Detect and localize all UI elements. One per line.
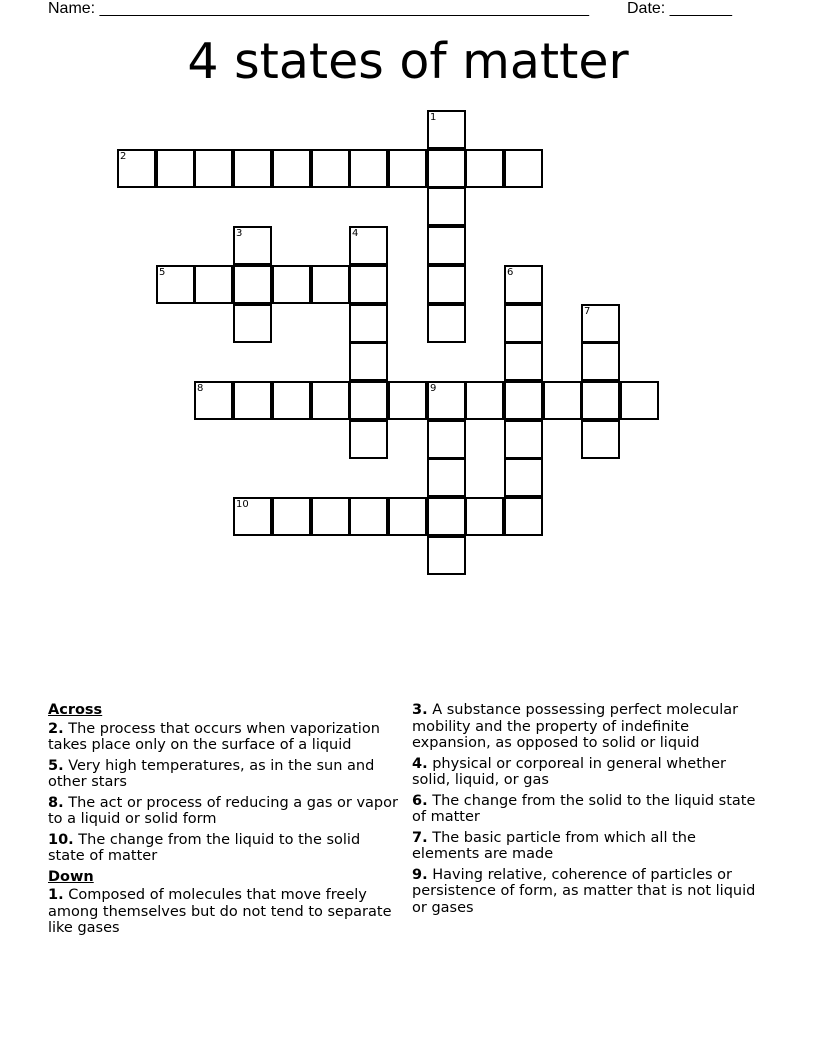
clue-text: The basic particle from which all the elements are made xyxy=(412,829,696,862)
crossword-cell[interactable] xyxy=(349,497,388,536)
across-clue xyxy=(48,721,400,754)
crossword-cell[interactable] xyxy=(427,187,466,226)
cell-number: 5 xyxy=(159,267,166,278)
crossword-cell[interactable] xyxy=(272,149,311,188)
down-heading: Down xyxy=(48,868,94,885)
date-field-label: Date: _______ xyxy=(627,0,732,17)
crossword-cell[interactable] xyxy=(543,381,582,420)
down-clue xyxy=(412,756,764,789)
cell-number: 1 xyxy=(430,112,437,123)
down-clue xyxy=(412,793,764,826)
clue-text: The change from the liquid to the solid state of matter xyxy=(48,831,361,864)
clue-number: 6. xyxy=(412,792,428,809)
crossword-cell[interactable] xyxy=(581,342,620,381)
clue-number: 7. xyxy=(412,829,428,846)
crossword-cell[interactable] xyxy=(311,265,350,304)
cell-number: 8 xyxy=(197,383,204,394)
crossword-cell[interactable] xyxy=(233,304,272,343)
crossword-cell[interactable] xyxy=(504,304,543,343)
down-clue xyxy=(412,867,764,917)
crossword-cell[interactable] xyxy=(233,149,272,188)
crossword-cell[interactable] xyxy=(117,149,156,188)
crossword-cell[interactable] xyxy=(427,420,466,459)
crossword-cell[interactable] xyxy=(156,149,195,188)
clue-text: The process that occurs when vaporization takes place only on the surface of a liquid xyxy=(48,720,380,753)
crossword-cell[interactable] xyxy=(620,381,659,420)
crossword-cell[interactable] xyxy=(504,458,543,497)
crossword-cell[interactable] xyxy=(504,265,543,304)
crossword-cell[interactable] xyxy=(427,149,466,188)
crossword-cell[interactable] xyxy=(427,265,466,304)
crossword-cell[interactable] xyxy=(349,226,388,265)
name-field-label: Name: _______________________________________________________ xyxy=(48,0,589,17)
across-clue xyxy=(48,832,400,865)
crossword-cell[interactable] xyxy=(311,497,350,536)
clue-text: Very high temperatures, as in the sun and other stars xyxy=(48,757,375,790)
crossword-cell[interactable] xyxy=(427,226,466,265)
clue-text: A substance possessing perfect molecular mobility and the property of indefinite expansion, as opposed to solid or liquid xyxy=(412,702,739,751)
clues-column-right xyxy=(412,702,764,920)
clue-number: 1. xyxy=(48,887,64,903)
cell-number: 7 xyxy=(584,306,591,317)
crossword-cell[interactable] xyxy=(427,497,466,536)
crossword-cell[interactable] xyxy=(427,458,466,497)
crossword-cell[interactable] xyxy=(504,149,543,188)
cell-number: 6 xyxy=(507,267,514,278)
crossword-cell[interactable] xyxy=(156,265,195,304)
crossword-cell[interactable] xyxy=(427,304,466,343)
crossword-cell[interactable] xyxy=(427,110,466,149)
clue-number: 5. xyxy=(48,757,64,774)
crossword-cell[interactable] xyxy=(465,381,504,420)
clue-number: 4. xyxy=(412,755,428,772)
crossword-cell[interactable] xyxy=(272,265,311,304)
crossword-cell[interactable] xyxy=(504,381,543,420)
clue-number: 3. xyxy=(412,702,428,718)
cell-number: 2 xyxy=(120,151,127,162)
crossword-cell[interactable] xyxy=(233,381,272,420)
cell-number: 4 xyxy=(352,228,359,239)
clue-number: 2. xyxy=(48,720,64,737)
crossword-cell[interactable] xyxy=(581,381,620,420)
down-clue xyxy=(412,702,764,752)
across-clue xyxy=(48,758,400,791)
crossword-cell[interactable] xyxy=(388,381,427,420)
crossword-cell[interactable] xyxy=(194,265,233,304)
crossword-cell[interactable] xyxy=(272,381,311,420)
clue-text: physical or corporeal in general whether solid, liquid, or gas xyxy=(412,755,726,788)
clue-text: Composed of molecules that move freely among themselves but do not tend to separate like gases xyxy=(48,887,392,936)
crossword-cell[interactable] xyxy=(581,420,620,459)
crossword-cell[interactable] xyxy=(465,497,504,536)
crossword-cell[interactable] xyxy=(349,381,388,420)
crossword-cell[interactable] xyxy=(504,342,543,381)
clues-column-left xyxy=(48,702,400,941)
crossword-cell[interactable] xyxy=(465,149,504,188)
crossword-cell[interactable] xyxy=(349,265,388,304)
crossword-cell[interactable] xyxy=(349,149,388,188)
crossword-cell[interactable] xyxy=(311,149,350,188)
clue-text: The change from the solid to the liquid state of matter xyxy=(412,792,756,825)
clue-number: 9. xyxy=(412,866,428,883)
cell-number: 9 xyxy=(430,383,437,394)
clue-text: The act or process of reducing a gas or vapor to a liquid or solid form xyxy=(48,794,398,827)
clue-number: 8. xyxy=(48,794,64,811)
crossword-cell[interactable] xyxy=(504,497,543,536)
down-clue xyxy=(412,830,764,863)
page-title: 4 states of matter xyxy=(187,33,629,90)
crossword-cell[interactable] xyxy=(427,536,466,575)
crossword-cell[interactable] xyxy=(233,265,272,304)
crossword-cell[interactable] xyxy=(349,304,388,343)
crossword-cell[interactable] xyxy=(504,420,543,459)
cell-number: 10 xyxy=(236,499,249,510)
crossword-cell[interactable] xyxy=(427,381,466,420)
crossword-cell[interactable] xyxy=(388,497,427,536)
crossword-cell[interactable] xyxy=(388,149,427,188)
crossword-cell[interactable] xyxy=(272,497,311,536)
crossword-cell[interactable] xyxy=(233,497,272,536)
crossword-cell[interactable] xyxy=(233,226,272,265)
crossword-cell[interactable] xyxy=(349,420,388,459)
crossword-cell[interactable] xyxy=(349,342,388,381)
across-clue xyxy=(48,795,400,828)
cell-number: 3 xyxy=(236,228,243,239)
crossword-cell[interactable] xyxy=(581,304,620,343)
down-clue xyxy=(48,887,400,937)
crossword-cell[interactable] xyxy=(311,381,350,420)
crossword-cell[interactable] xyxy=(194,381,233,420)
clue-text: Having relative, coherence of particles or persistence of form, as matter that is not liquid or gases xyxy=(412,866,756,916)
crossword-cell[interactable] xyxy=(194,149,233,188)
clue-number: 10. xyxy=(48,831,74,848)
across-heading: Across xyxy=(48,702,103,718)
